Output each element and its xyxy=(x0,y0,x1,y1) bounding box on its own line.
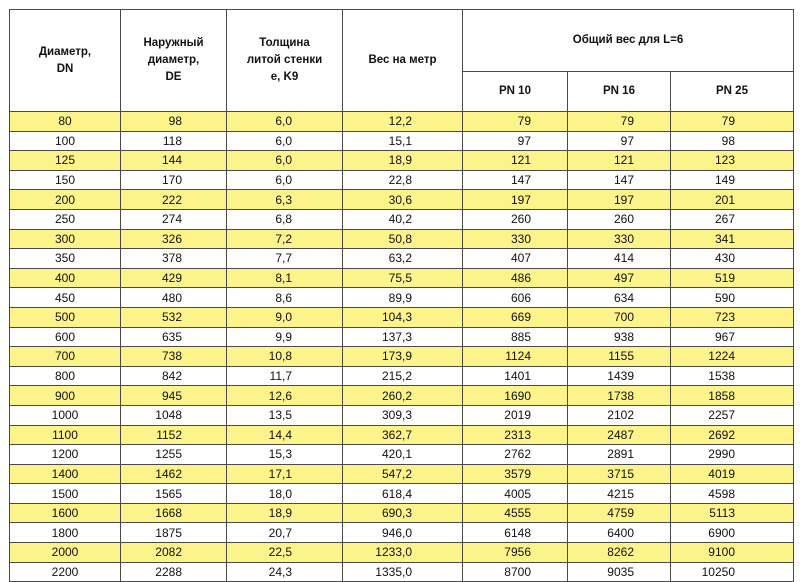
cell-wall-thickness: 10,8 xyxy=(227,347,343,367)
cell-weight-per-meter: 18,9 xyxy=(343,151,463,171)
cell-de: 144 xyxy=(121,151,227,171)
cell-pn25: 519 xyxy=(671,268,794,288)
cell-pn10: 3579 xyxy=(463,464,568,484)
cell-pn25: 1224 xyxy=(671,347,794,367)
cell-pn25: 123 xyxy=(671,151,794,171)
cell-wall-thickness: 20,7 xyxy=(227,523,343,543)
cell-pn16: 1155 xyxy=(568,347,671,367)
cell-weight-per-meter: 1233,0 xyxy=(343,543,463,563)
cell-wall-thickness: 12,6 xyxy=(227,386,343,406)
cell-de: 274 xyxy=(121,209,227,229)
cell-pn25: 79 xyxy=(671,112,794,132)
table-row xyxy=(10,151,794,171)
cell-wall-thickness: 7,2 xyxy=(227,229,343,249)
cell-de: 738 xyxy=(121,347,227,367)
cell-dn: 300 xyxy=(10,229,121,249)
cell-dn: 700 xyxy=(10,347,121,367)
table-body xyxy=(10,112,794,582)
table-row xyxy=(10,268,794,288)
cell-wall-thickness: 9,0 xyxy=(227,307,343,327)
cell-pn25: 967 xyxy=(671,327,794,347)
cell-pn16: 497 xyxy=(568,268,671,288)
cell-pn25: 267 xyxy=(671,209,794,229)
cell-wall-thickness: 6,8 xyxy=(227,209,343,229)
cell-pn10: 669 xyxy=(463,307,568,327)
cell-weight-per-meter: 137,3 xyxy=(343,327,463,347)
cell-pn10: 7956 xyxy=(463,543,568,563)
table-row xyxy=(10,425,794,445)
cell-de: 1152 xyxy=(121,425,227,445)
cell-pn25: 201 xyxy=(671,190,794,210)
table-row xyxy=(10,288,794,308)
cell-pn10: 6148 xyxy=(463,523,568,543)
cell-de: 635 xyxy=(121,327,227,347)
header-wall-thickness: Толщина литой стенки e, K9 xyxy=(227,10,343,112)
cell-pn25: 1538 xyxy=(671,366,794,386)
cell-dn: 1200 xyxy=(10,445,121,465)
cell-pn16: 3715 xyxy=(568,464,671,484)
cell-pn10: 260 xyxy=(463,209,568,229)
cell-de: 1875 xyxy=(121,523,227,543)
cell-wall-thickness: 14,4 xyxy=(227,425,343,445)
header-weight-per-meter: Вес на метр xyxy=(343,10,463,112)
cell-dn: 250 xyxy=(10,209,121,229)
cell-de: 170 xyxy=(121,170,227,190)
table-row xyxy=(10,523,794,543)
cell-de: 1565 xyxy=(121,484,227,504)
cell-pn16: 9035 xyxy=(568,562,671,582)
cell-pn10: 197 xyxy=(463,190,568,210)
pipe-spec-table xyxy=(9,9,794,582)
cell-wall-thickness: 6,3 xyxy=(227,190,343,210)
cell-pn25: 723 xyxy=(671,307,794,327)
cell-wall-thickness: 24,3 xyxy=(227,562,343,582)
cell-de: 429 xyxy=(121,268,227,288)
cell-de: 480 xyxy=(121,288,227,308)
header-outer-diameter: Наружный диаметр, DE xyxy=(121,10,227,112)
cell-dn: 900 xyxy=(10,386,121,406)
cell-dn: 80 xyxy=(10,112,121,132)
cell-pn25: 4598 xyxy=(671,484,794,504)
cell-pn16: 414 xyxy=(568,249,671,269)
cell-de: 945 xyxy=(121,386,227,406)
cell-dn: 200 xyxy=(10,190,121,210)
cell-pn10: 4005 xyxy=(463,484,568,504)
cell-pn16: 147 xyxy=(568,170,671,190)
cell-de: 378 xyxy=(121,249,227,269)
cell-wall-thickness: 11,7 xyxy=(227,366,343,386)
cell-pn16: 6400 xyxy=(568,523,671,543)
cell-pn10: 885 xyxy=(463,327,568,347)
table-row xyxy=(10,229,794,249)
cell-pn16: 938 xyxy=(568,327,671,347)
pipe-spec-table-container xyxy=(9,9,794,582)
table-row xyxy=(10,249,794,269)
table-row xyxy=(10,112,794,132)
table-row xyxy=(10,562,794,582)
cell-pn10: 407 xyxy=(463,249,568,269)
cell-pn25: 4019 xyxy=(671,464,794,484)
cell-wall-thickness: 22,5 xyxy=(227,543,343,563)
cell-pn25: 2990 xyxy=(671,445,794,465)
cell-weight-per-meter: 690,3 xyxy=(343,503,463,523)
cell-weight-per-meter: 215,2 xyxy=(343,366,463,386)
cell-pn25: 2257 xyxy=(671,405,794,425)
cell-dn: 450 xyxy=(10,288,121,308)
table-row xyxy=(10,307,794,327)
cell-pn25: 149 xyxy=(671,170,794,190)
cell-pn10: 1124 xyxy=(463,347,568,367)
cell-weight-per-meter: 22,8 xyxy=(343,170,463,190)
cell-wall-thickness: 7,7 xyxy=(227,249,343,269)
cell-dn: 800 xyxy=(10,366,121,386)
cell-weight-per-meter: 75,5 xyxy=(343,268,463,288)
header-pn10: PN 10 xyxy=(463,72,568,112)
cell-pn16: 2891 xyxy=(568,445,671,465)
cell-de: 1668 xyxy=(121,503,227,523)
cell-dn: 1800 xyxy=(10,523,121,543)
cell-de: 2082 xyxy=(121,543,227,563)
cell-dn: 1100 xyxy=(10,425,121,445)
header-total-weight: Общий вес для L=6 xyxy=(463,10,794,72)
cell-pn10: 147 xyxy=(463,170,568,190)
cell-pn25: 2692 xyxy=(671,425,794,445)
cell-pn16: 4759 xyxy=(568,503,671,523)
header-pn16: PN 16 xyxy=(568,72,671,112)
table-row xyxy=(10,464,794,484)
table-row xyxy=(10,503,794,523)
table-row xyxy=(10,366,794,386)
cell-wall-thickness: 6,0 xyxy=(227,131,343,151)
cell-pn25: 5113 xyxy=(671,503,794,523)
cell-weight-per-meter: 618,4 xyxy=(343,484,463,504)
cell-wall-thickness: 13,5 xyxy=(227,405,343,425)
table-row xyxy=(10,131,794,151)
cell-pn16: 79 xyxy=(568,112,671,132)
cell-wall-thickness: 15,3 xyxy=(227,445,343,465)
cell-dn: 150 xyxy=(10,170,121,190)
cell-pn25: 10250 xyxy=(671,562,794,582)
cell-wall-thickness: 18,0 xyxy=(227,484,343,504)
cell-de: 1048 xyxy=(121,405,227,425)
cell-de: 118 xyxy=(121,131,227,151)
table-row xyxy=(10,386,794,406)
cell-wall-thickness: 6,0 xyxy=(227,170,343,190)
cell-pn16: 121 xyxy=(568,151,671,171)
cell-dn: 600 xyxy=(10,327,121,347)
cell-pn16: 8262 xyxy=(568,543,671,563)
cell-de: 1255 xyxy=(121,445,227,465)
cell-dn: 2000 xyxy=(10,543,121,563)
cell-dn: 400 xyxy=(10,268,121,288)
table-row xyxy=(10,209,794,229)
cell-pn16: 97 xyxy=(568,131,671,151)
cell-pn16: 634 xyxy=(568,288,671,308)
header-pn25: PN 25 xyxy=(671,72,794,112)
cell-pn10: 2019 xyxy=(463,405,568,425)
cell-weight-per-meter: 309,3 xyxy=(343,405,463,425)
cell-pn16: 330 xyxy=(568,229,671,249)
cell-pn10: 486 xyxy=(463,268,568,288)
cell-weight-per-meter: 260,2 xyxy=(343,386,463,406)
cell-dn: 1600 xyxy=(10,503,121,523)
cell-dn: 125 xyxy=(10,151,121,171)
cell-de: 1462 xyxy=(121,464,227,484)
table-row xyxy=(10,327,794,347)
cell-pn10: 606 xyxy=(463,288,568,308)
cell-pn25: 590 xyxy=(671,288,794,308)
cell-pn25: 341 xyxy=(671,229,794,249)
cell-pn10: 2762 xyxy=(463,445,568,465)
cell-pn10: 1690 xyxy=(463,386,568,406)
cell-dn: 500 xyxy=(10,307,121,327)
table-row xyxy=(10,190,794,210)
cell-pn16: 2487 xyxy=(568,425,671,445)
cell-wall-thickness: 6,0 xyxy=(227,112,343,132)
cell-weight-per-meter: 63,2 xyxy=(343,249,463,269)
cell-wall-thickness: 8,1 xyxy=(227,268,343,288)
cell-de: 222 xyxy=(121,190,227,210)
cell-pn10: 8700 xyxy=(463,562,568,582)
cell-pn16: 197 xyxy=(568,190,671,210)
cell-pn25: 430 xyxy=(671,249,794,269)
cell-de: 2288 xyxy=(121,562,227,582)
cell-dn: 2200 xyxy=(10,562,121,582)
cell-weight-per-meter: 946,0 xyxy=(343,523,463,543)
cell-pn16: 700 xyxy=(568,307,671,327)
cell-wall-thickness: 8,6 xyxy=(227,288,343,308)
table-row xyxy=(10,347,794,367)
table-row xyxy=(10,405,794,425)
cell-wall-thickness: 9,9 xyxy=(227,327,343,347)
cell-pn10: 97 xyxy=(463,131,568,151)
cell-de: 842 xyxy=(121,366,227,386)
cell-pn10: 4555 xyxy=(463,503,568,523)
cell-dn: 100 xyxy=(10,131,121,151)
cell-weight-per-meter: 15,1 xyxy=(343,131,463,151)
cell-wall-thickness: 17,1 xyxy=(227,464,343,484)
cell-dn: 350 xyxy=(10,249,121,269)
cell-pn10: 79 xyxy=(463,112,568,132)
cell-pn25: 1858 xyxy=(671,386,794,406)
cell-wall-thickness: 18,9 xyxy=(227,503,343,523)
table-header xyxy=(10,10,794,112)
table-row xyxy=(10,445,794,465)
cell-pn25: 9100 xyxy=(671,543,794,563)
table-row xyxy=(10,543,794,563)
cell-wall-thickness: 6,0 xyxy=(227,151,343,171)
cell-pn16: 1439 xyxy=(568,366,671,386)
cell-weight-per-meter: 12,2 xyxy=(343,112,463,132)
cell-weight-per-meter: 30,6 xyxy=(343,190,463,210)
cell-pn10: 330 xyxy=(463,229,568,249)
cell-weight-per-meter: 50,8 xyxy=(343,229,463,249)
cell-de: 326 xyxy=(121,229,227,249)
cell-de: 98 xyxy=(121,112,227,132)
cell-pn16: 2102 xyxy=(568,405,671,425)
table-row xyxy=(10,170,794,190)
table-row xyxy=(10,484,794,504)
header-diameter: Диаметр, DN xyxy=(10,10,121,112)
cell-pn25: 6900 xyxy=(671,523,794,543)
cell-pn10: 121 xyxy=(463,151,568,171)
cell-pn10: 2313 xyxy=(463,425,568,445)
cell-weight-per-meter: 40,2 xyxy=(343,209,463,229)
cell-pn10: 1401 xyxy=(463,366,568,386)
cell-weight-per-meter: 104,3 xyxy=(343,307,463,327)
cell-weight-per-meter: 547,2 xyxy=(343,464,463,484)
cell-dn: 1400 xyxy=(10,464,121,484)
cell-dn: 1500 xyxy=(10,484,121,504)
cell-pn16: 4215 xyxy=(568,484,671,504)
cell-weight-per-meter: 89,9 xyxy=(343,288,463,308)
cell-de: 532 xyxy=(121,307,227,327)
cell-weight-per-meter: 173,9 xyxy=(343,347,463,367)
cell-pn25: 98 xyxy=(671,131,794,151)
cell-pn16: 1738 xyxy=(568,386,671,406)
cell-dn: 1000 xyxy=(10,405,121,425)
cell-weight-per-meter: 362,7 xyxy=(343,425,463,445)
cell-pn16: 260 xyxy=(568,209,671,229)
cell-weight-per-meter: 420,1 xyxy=(343,445,463,465)
cell-weight-per-meter: 1335,0 xyxy=(343,562,463,582)
